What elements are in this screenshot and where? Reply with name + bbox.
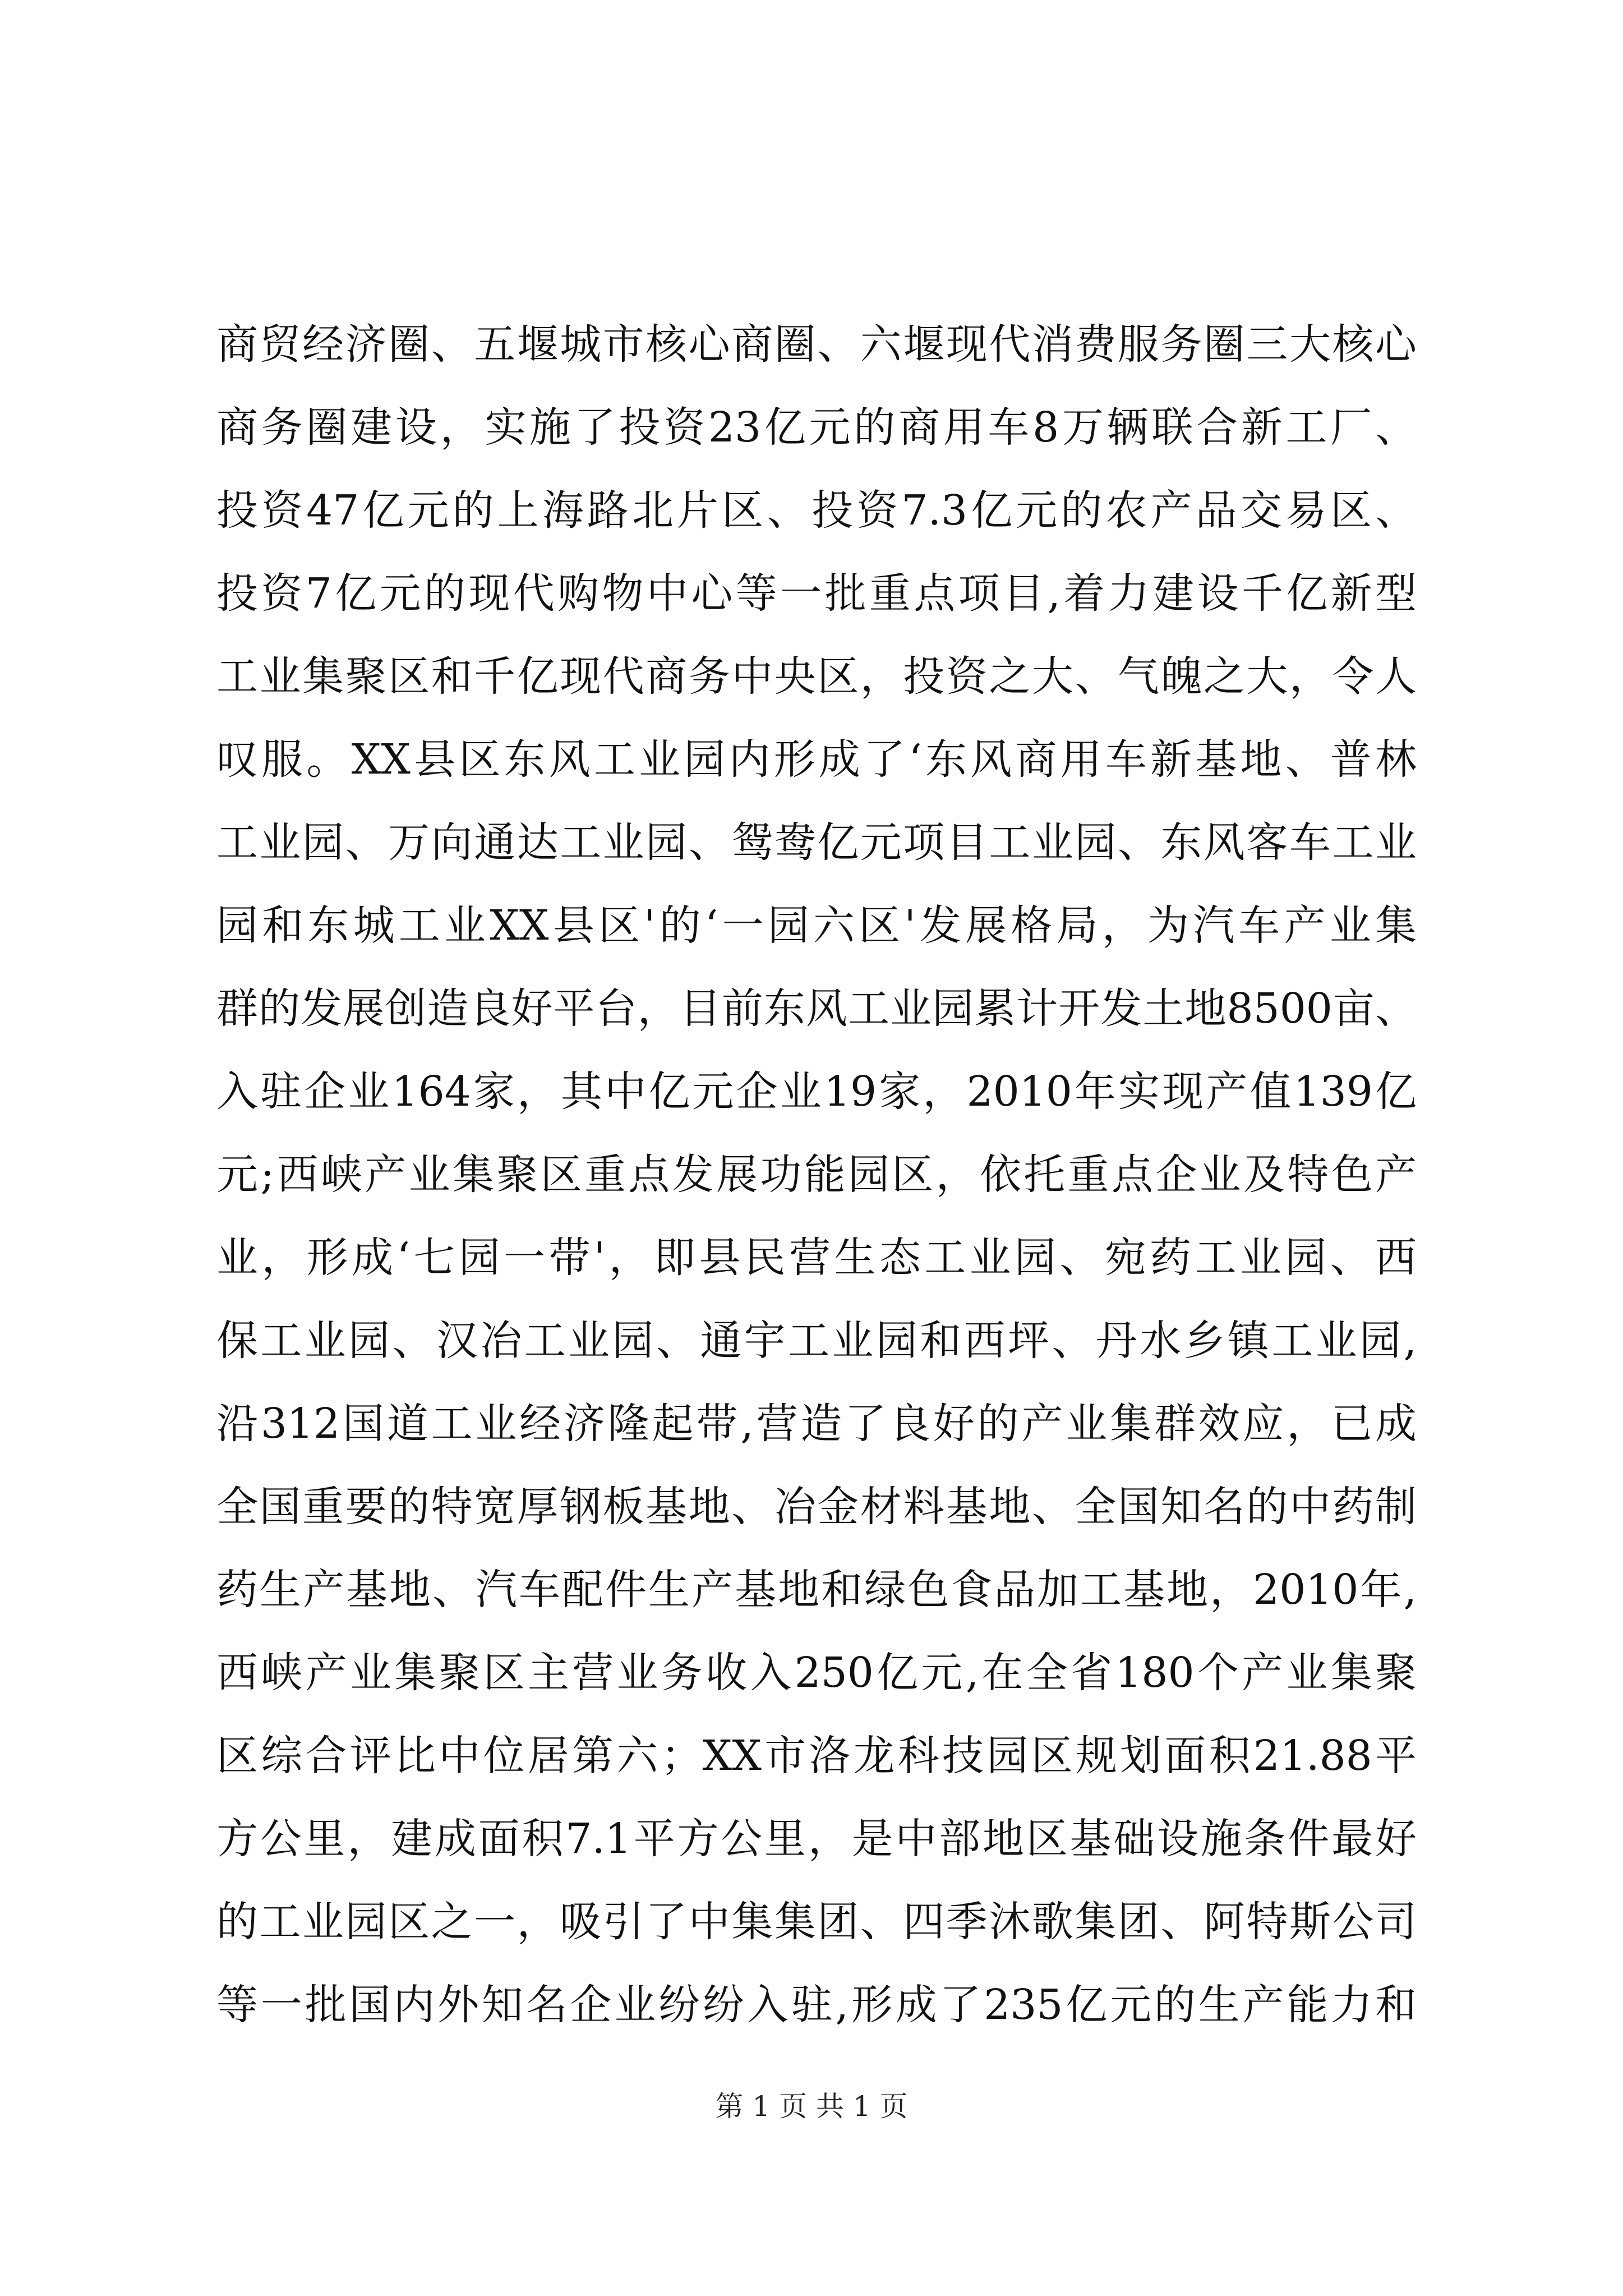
text-line: 沿312国道工业经济隆起带,营造了良好的产业集群效应，已成 bbox=[216, 1400, 1417, 1448]
text-line: 保工业园、汉冶工业园、通宇工业园和西坪、丹水乡镇工业园, bbox=[216, 1317, 1417, 1365]
text-line: 全国重要的特宽厚钢板基地、冶金材料基地、全国知名的中药制 bbox=[216, 1483, 1417, 1531]
text-line: 元;西峡产业集聚区重点发展功能园区，依托重点企业及特色产 bbox=[216, 1151, 1417, 1199]
text-line: 工业园、万向通达工业园、鸳鸯亿元项目工业园、东风客车工业 bbox=[216, 818, 1417, 867]
text-line: 群的发展创造良好平台，目前东风工业园累计开发土地8500亩、 bbox=[216, 984, 1417, 1033]
text-line: 商务圈建设，实施了投资23亿元的商用车8万辆联合新工厂、 bbox=[216, 403, 1417, 452]
text-line: 区综合评比中位居第六；XX市洛龙科技园区规划面积21.88平 bbox=[216, 1732, 1417, 1780]
text-line: 商贸经济圈、五堰城市核心商圈、六堰现代消费服务圈三大核心 bbox=[216, 320, 1417, 369]
text-line: 投资7亿元的现代购物中心等一批重点项目,着力建设千亿新型 bbox=[216, 569, 1417, 618]
text-line: 的工业园区之一，吸引了中集集团、四季沐歌集团、阿特斯公司 bbox=[216, 1898, 1417, 1946]
text-line: 园和东城工业XX县区'的‘一园六区'发展格局，为汽车产业集 bbox=[216, 901, 1417, 950]
text-line: 方公里，建成面积7.1平方公里，是中部地区基础设施条件最好 bbox=[216, 1815, 1417, 1863]
text-line: 西峡产业集聚区主营业务收入250亿元,在全省180个产业集聚 bbox=[216, 1649, 1417, 1697]
body-text bbox=[216, 303, 1417, 2046]
page-number-label: 第 1 页 共 1 页 bbox=[715, 2090, 908, 2123]
text-line: 叹服。XX县区东风工业园内形成了‘东风商用车新基地、普林 bbox=[216, 735, 1417, 784]
text-line: 工业集聚区和千亿现代商务中央区，投资之大、气魄之大，令人 bbox=[216, 652, 1417, 701]
text-line: 等一批国内外知名企业纷纷入驻,形成了235亿元的生产能力和 bbox=[216, 1981, 1417, 2029]
text-line: 业，形成‘七园一带'，即县民营生态工业园、宛药工业园、西 bbox=[216, 1234, 1417, 1282]
page-footer bbox=[0, 2087, 1623, 2126]
text-line: 投资47亿元的上海路北片区、投资7.3亿元的农产品交易区、 bbox=[216, 486, 1417, 535]
text-line: 入驻企业164家，其中亿元企业19家，2010年实现产值139亿 bbox=[216, 1068, 1417, 1116]
text-line: 药生产基地、汽车配件生产基地和绿色食品加工基地，2010年, bbox=[216, 1566, 1417, 1614]
